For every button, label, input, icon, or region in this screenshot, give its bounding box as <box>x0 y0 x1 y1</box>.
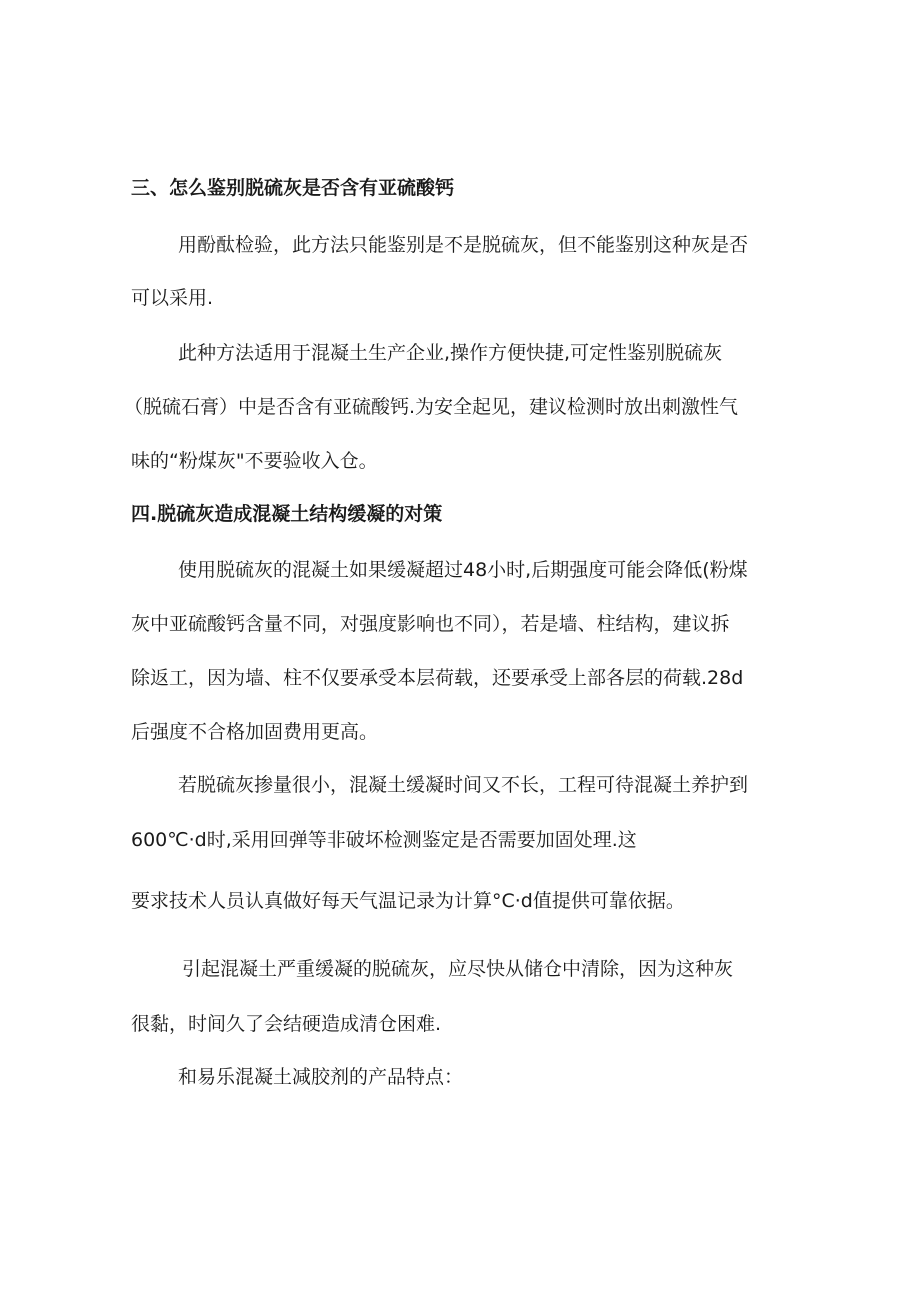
paragraph-line: （脱硫石膏）中是否含有亚硫酸钙.为安全起见，建议检测时放出刺激性气 <box>124 396 739 418</box>
paragraph-line: 和易乐混凝土减胶剂的产品特点： <box>178 1066 464 1088</box>
paragraph-line: 可以采用. <box>131 287 214 309</box>
paragraph-line: 灰中亚硫酸钙含量不同，对强度影响也不同），若是墙、柱结构，建议拆 <box>131 613 730 635</box>
section-heading-3: 三、怎么鉴别脱硫灰是否含有亚硫酸钙 <box>131 177 455 199</box>
paragraph-line: 使用脱硫灰的混凝土如果缓凝超过48小时,后期强度可能会降低(粉煤 <box>178 559 748 581</box>
paragraph-line: 此种方法适用于混凝土生产企业,操作方便快捷,可定性鉴别脱硫灰 <box>178 342 723 364</box>
paragraph-line: 除返工，因为墙、柱不仅要承受本层荷载，还要承受上部各层的荷载.28d <box>131 667 744 689</box>
paragraph-line: 600℃·d时,采用回弹等非破坏检测鉴定是否需要加固处理.这 <box>131 829 637 851</box>
paragraph-line: 用酚酞检验，此方法只能鉴别是不是脱硫灰，但不能鉴别这种灰是否 <box>178 234 749 256</box>
paragraph-line: 若脱硫灰掺量很小，混凝土缓凝时间又不长，工程可待混凝土养护到 <box>178 774 749 796</box>
paragraph-line: 要求技术人员认真做好每天气温记录为计算°C·d值提供可靠依据。 <box>131 890 685 912</box>
section-heading-4: 四.脱硫灰造成混凝土结构缓凝的对策 <box>131 503 443 525</box>
paragraph-line: 很黏，时间久了会结硬造成清仓困难. <box>131 1013 442 1035</box>
paragraph-line: 引起混凝土严重缓凝的脱硫灰，应尽快从储仓中清除，因为这种灰 <box>182 958 734 980</box>
paragraph-line: 味的“粉煤灰"不要验收入仓。 <box>131 450 378 472</box>
paragraph-line: 后强度不合格加固费用更高。 <box>131 721 379 743</box>
